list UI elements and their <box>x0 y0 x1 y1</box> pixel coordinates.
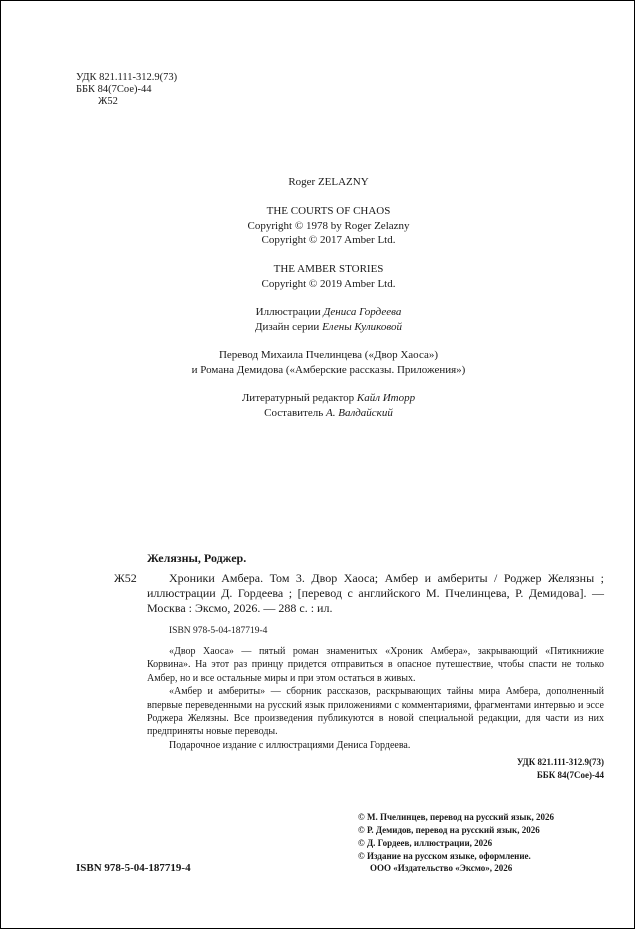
editor-credits <box>1 391 635 420</box>
bibliographic-isbn: ISBN 978-5-04-187719-4 <box>169 626 268 636</box>
isbn: ISBN 978-5-04-187719-4 <box>76 862 191 875</box>
editor-name: Кайл Иторр <box>356 392 416 404</box>
annotation <box>147 645 604 752</box>
copyright-line: ООО «Издательство «Эксмо», 2026 <box>370 863 513 874</box>
design-line <box>1 320 635 335</box>
bibliographic-heading: Желязны, Роджер. <box>147 551 247 565</box>
label: Иллюстрации <box>255 306 321 318</box>
bbk-code: ББК 84(7Сое)-44 <box>536 769 604 780</box>
author-mark: Ж52 <box>98 96 118 107</box>
copyright-line: © Д. Гордеев, иллюстрации, 2026 <box>358 837 493 848</box>
annotation-paragraph: Подарочное издание с иллюстрациями Дениса Гордеева. <box>169 739 411 751</box>
work2-copyright: Copyright © 2019 Amber Ltd. <box>261 277 396 290</box>
author-name: Roger ZELAZNY <box>288 176 369 188</box>
compiler-line <box>1 406 635 421</box>
designer-name: Елены Куликовой <box>322 320 402 333</box>
illustrations-line <box>1 305 635 320</box>
label: Дизайн серии <box>255 320 320 333</box>
work1-credits <box>1 204 635 248</box>
translation-credits <box>1 348 635 377</box>
work1-copyright-2: Copyright © 2017 Amber Ltd. <box>261 234 396 246</box>
classification-codes <box>76 72 177 108</box>
translation-line: и Романа Демидова («Амберские рассказы. Приложения») <box>191 363 466 376</box>
bibliographic-body <box>147 551 604 781</box>
illustration-credits <box>1 305 635 334</box>
label: Литературный редактор <box>241 392 355 404</box>
copyright-line: © Р. Демидов, перевод на русский язык, 2026 <box>358 825 540 836</box>
work1-copyright-1: Copyright © 1978 by Roger Zelazny <box>247 219 410 232</box>
bibliographic-mark: Ж52 <box>114 571 137 585</box>
compiler-name: А. Валдайский <box>326 406 393 419</box>
copyright-line: © М. Пчелинцев, перевод на русский язык, 2026 <box>358 812 555 823</box>
work2-title: THE AMBER STORIES <box>273 263 384 275</box>
bibliographic-description: Хроники Амбера. Том 3. Двор Хаоса; Амбер и амбериты / Роджер Желязны ; иллюстрации Д. Гордеева ; [перевод с английского М. Пчелинцева, Р. Демидова]. — Москва : Эксмо, 2026. — 288 с. : ил. <box>147 571 604 615</box>
illustrator-name: Дениса Гордеева <box>323 306 402 318</box>
annotation-paragraph: «Двор Хаоса» — пятый роман знаменитых «Хроник Амбера», закрывающий «Пятикнижие Корвина». На этот раз принцу придется отправиться в опасное путешествие, чтобы спасти не только Амбер, но и все остальные миры и при этом остаться в живых. <box>147 646 604 684</box>
udk-code: УДК 821.111-312.9(73) <box>76 72 178 83</box>
work1-title: THE COURTS OF CHAOS <box>266 205 391 217</box>
bottom-row <box>76 811 604 895</box>
label: Составитель <box>264 406 324 419</box>
bibliographic-entry <box>76 551 604 781</box>
copyright-notices <box>358 811 604 875</box>
translation-line: Перевод Михаила Пчелинцева («Двор Хаоса») <box>218 349 439 361</box>
work2-credits <box>1 262 635 291</box>
editor-line <box>1 391 635 406</box>
annotation-paragraph: «Амбер и амбериты» — сборник рассказов, раскрывающих тайны мира Амбера, дополненный впервые переведенными на русский язык приложениями с комментариями, фрагментами интервью и эссе Роджера Желязны. Все произведения публикуются в новой специальной редакции, для части из них предприняты новые переводы. <box>147 686 604 738</box>
bottom-classification <box>147 756 604 781</box>
bbk-code: ББК 84(7Сое)-44 <box>76 84 152 95</box>
udk-code: УДК 821.111-312.9(73) <box>516 757 604 768</box>
catalog-section <box>76 551 604 895</box>
copyright-line: © Издание на русском языке, оформление. <box>358 850 531 861</box>
